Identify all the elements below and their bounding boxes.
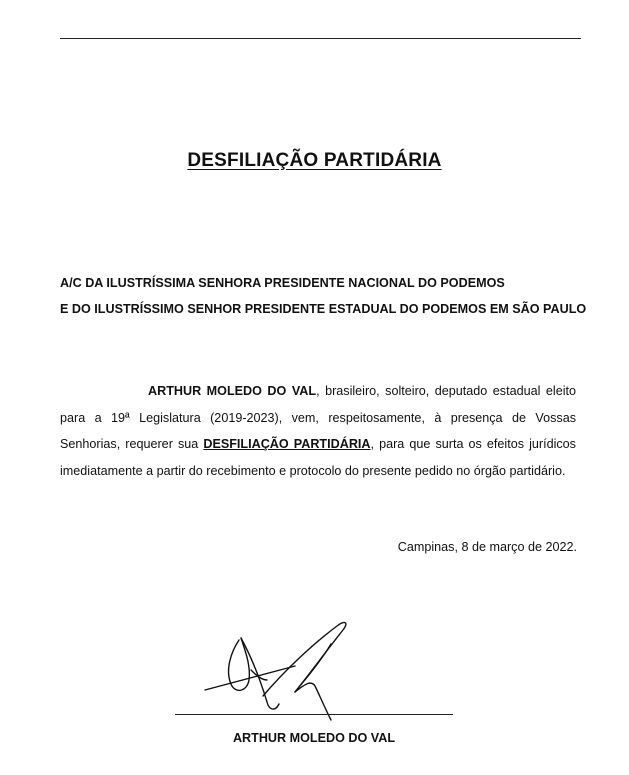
request-paragraph [60, 378, 576, 484]
addressee-line-2: E DO ILUSTRÍSSIMO SENHOR PRESIDENTE ESTADUAL DO PODEMOS EM SÃO PAULO [60, 302, 587, 316]
body-text-part-2: , para que surta os efeitos jurídicos imediatamente a partir do recebimento e protocolo do presente pedido no órgão partidário. [60, 437, 576, 478]
addressee-line-1: A/C DA ILUSTRÍSSIMA SENHORA PRESIDENTE NACIONAL DO PODEMOS [60, 276, 505, 290]
body-text-part-1: , brasileiro, solteiro, deputado estadual eleito para a 19ª Legislatura (2019-2023), vem, respeitosamente, à presença de Vossas Senhorias, requerer sua [60, 384, 577, 451]
document-title: DESFILIAÇÃO PARTIDÁRIA [187, 150, 442, 171]
signature-line [175, 714, 453, 715]
signer-name: ARTHUR MOLEDO DO VAL [232, 731, 396, 745]
place-and-date: Campinas, 8 de março de 2022. [397, 540, 577, 554]
request-emphasis: DESFILIAÇÃO PARTIDÁRIA [203, 437, 371, 451]
header-rule [60, 38, 581, 39]
handwritten-signature [195, 600, 385, 730]
requester-name: ARTHUR MOLEDO DO VAL [148, 384, 317, 398]
